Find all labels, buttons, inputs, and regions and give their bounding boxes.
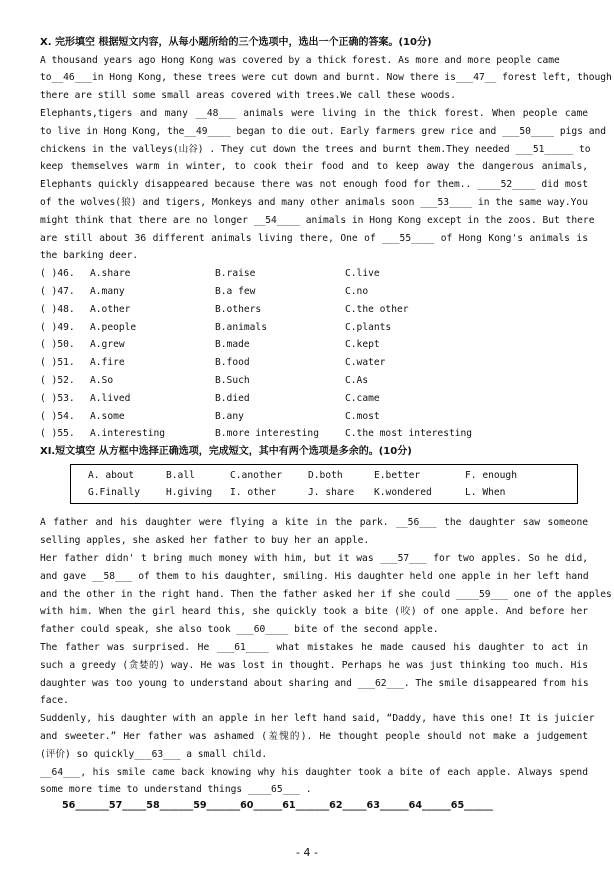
word-bank-option: D.both [308, 470, 343, 481]
option-b[interactable]: B.animals [215, 322, 267, 333]
passage-line: the barking deer. [40, 250, 139, 261]
option-a[interactable]: A.share [90, 268, 131, 279]
question-number: ( )50. [40, 339, 75, 350]
passage-line: with him. When the girl heard this, she quickly took a bite (咬) of one apple. And before her [40, 606, 588, 617]
option-b[interactable]: B.a few [215, 286, 256, 297]
word-bank-option: G.Finally [88, 487, 140, 498]
option-a[interactable]: A.lived [90, 393, 131, 404]
passage-line: keep themselves warm in winter, to cook their food and to keep away the dangerous animals, [40, 161, 588, 172]
option-c[interactable]: C.As [345, 375, 369, 386]
option-c[interactable]: C.most [345, 411, 380, 422]
option-b[interactable]: B.others [215, 304, 262, 315]
option-a[interactable]: A.grew [90, 339, 125, 350]
question-number: ( )47. [40, 286, 75, 297]
passage-line: face. [40, 695, 69, 706]
question-number: ( )52. [40, 375, 75, 386]
passage-line: father could speak, she also took ___60____ bite of the second apple. [40, 624, 439, 635]
section-10-heading: X. 完形填空 根据短文内容，从每小题所给的三个选项中，选出一个正确的答案。(10分) [40, 37, 432, 48]
word-bank-option: F. enough [465, 470, 517, 481]
passage-line: such a greedy (贪婪的) way. He was lost in thought. Perhaps he was just thinking too much. His [40, 660, 588, 671]
word-bank-option: H.giving [166, 487, 213, 498]
passage-line: A thousand years ago Hong Kong was covered by a thick forest. As more and more people came [40, 55, 560, 66]
passage-line: to live in Hong Kong, the__49____ began to die out. Early farmers grew rice and ___50____ pigs and [40, 126, 607, 137]
passage-line: daughter was too young to understand about sharing and ___62___. The smile disappeared from his [40, 678, 589, 689]
passage-line: (评价) so quickly___63___ a small child. [40, 749, 268, 760]
passage-line: Elephants,tigers and many __48___ animals were living in the thick forest. When people came [40, 108, 588, 119]
word-bank-option: I. other [230, 487, 277, 498]
question-number: ( )49. [40, 322, 75, 333]
passage-line: __64___, his smile came back knowing why his daughter took a bite of each apple. Always spend [40, 767, 588, 778]
passage-line: and gave __58___ of them to his daughter, smiling. His daughter held one apple in her left hand [40, 571, 589, 582]
passage-line: Suddenly, his daughter with an apple in her left hand said, “Daddy, have this one! It is juicier [40, 713, 595, 724]
word-bank-option: L. When [465, 487, 506, 498]
option-a[interactable]: A.fire [90, 357, 125, 368]
option-b[interactable]: B.Such [215, 375, 250, 386]
question-number: ( )46. [40, 268, 75, 279]
passage-line: to__46___in Hong Kong, these trees were cut down and burnt. Now there is___47__ forest left, though [40, 72, 612, 83]
question-number: ( )48. [40, 304, 75, 315]
option-a[interactable]: A.some [90, 411, 125, 422]
passage-line: and sweeter.” Her father was ashamed (羞愧的). He thought people should not make a judgement [40, 731, 588, 742]
option-b[interactable]: B.raise [215, 268, 256, 279]
section-11-heading: XI.短文填空 从方框中选择正确选项，完成短文，其中有两个选项是多余的。(10分) [40, 446, 412, 457]
passage-line: might think that there are no longer __54____ animals in Hong Kong except in the zoos. But there [40, 215, 595, 226]
passage-line: some more time to understand things ____65___ . [40, 784, 312, 795]
passage-line: are still about 36 different animals living there, One of ___55____ of Hong Kong's animals is [40, 233, 588, 244]
passage-line: there are still some small areas covered with trees.We call these woods. [40, 90, 456, 101]
passage-line: selling apples, she asked her father to buy her an apple. [40, 535, 370, 546]
option-c[interactable]: C.the most interesting [345, 428, 473, 439]
question-number: ( )55. [40, 428, 75, 439]
option-c[interactable]: C.came [345, 393, 380, 404]
passage-line: The father was surprised. He ___61____ what mistakes he made caused his daughter to act in [40, 642, 588, 653]
option-a[interactable]: A.many [90, 286, 125, 297]
word-bank-option: K.wondered [374, 487, 432, 498]
option-a[interactable]: A.So [90, 375, 114, 386]
option-b[interactable]: B.any [215, 411, 244, 422]
word-bank-option: A. about [88, 470, 135, 481]
option-c[interactable]: C.kept [345, 339, 380, 350]
question-number: ( )53. [40, 393, 75, 404]
word-bank-option: B.all [166, 470, 195, 481]
option-c[interactable]: C.live [345, 268, 380, 279]
page-number: - 4 - [296, 846, 318, 859]
question-number: ( )51. [40, 357, 75, 368]
answer-blanks[interactable]: 56_______57_____58_______59_______60______61_______62_____63______64______65______ [62, 800, 493, 811]
option-c[interactable]: C.the other [345, 304, 409, 315]
word-bank-option: E.better [374, 470, 421, 481]
word-bank-option: J. share [308, 487, 355, 498]
passage-line: chickens in the valleys(山谷) . They cut down the trees and burnt them.They needed ___51_____ to [40, 144, 591, 155]
option-b[interactable]: B.food [215, 357, 250, 368]
option-a[interactable]: A.other [90, 304, 131, 315]
option-b[interactable]: B.died [215, 393, 250, 404]
option-c[interactable]: C.water [345, 357, 386, 368]
question-number: ( )54. [40, 411, 75, 422]
passage-line: and the other in the right hand. Then the father asked her if she could ____59___ one of the apples [40, 589, 612, 600]
option-b[interactable]: B.more interesting [215, 428, 319, 439]
word-bank-option: C.another [230, 470, 282, 481]
option-c[interactable]: C.no [345, 286, 369, 297]
option-a[interactable]: A.people [90, 322, 137, 333]
passage-line: A father and his daughter were flying a kite in the park. __56___ the daughter saw someone [40, 517, 588, 528]
passage-line: Elephants quickly disappeared because there was not enough food for them.. ____52____ did most [40, 179, 588, 190]
option-b[interactable]: B.made [215, 339, 250, 350]
option-a[interactable]: A.interesting [90, 428, 166, 439]
option-c[interactable]: C.plants [345, 322, 392, 333]
passage-line: of the wolves(狼) and tigers, Monkeys and many other animals soon ___53____ in the same way.You [40, 197, 588, 208]
passage-line: Her father didn' t bring much money with him, but it was ___57___ for two apples. So he did, [40, 553, 588, 564]
